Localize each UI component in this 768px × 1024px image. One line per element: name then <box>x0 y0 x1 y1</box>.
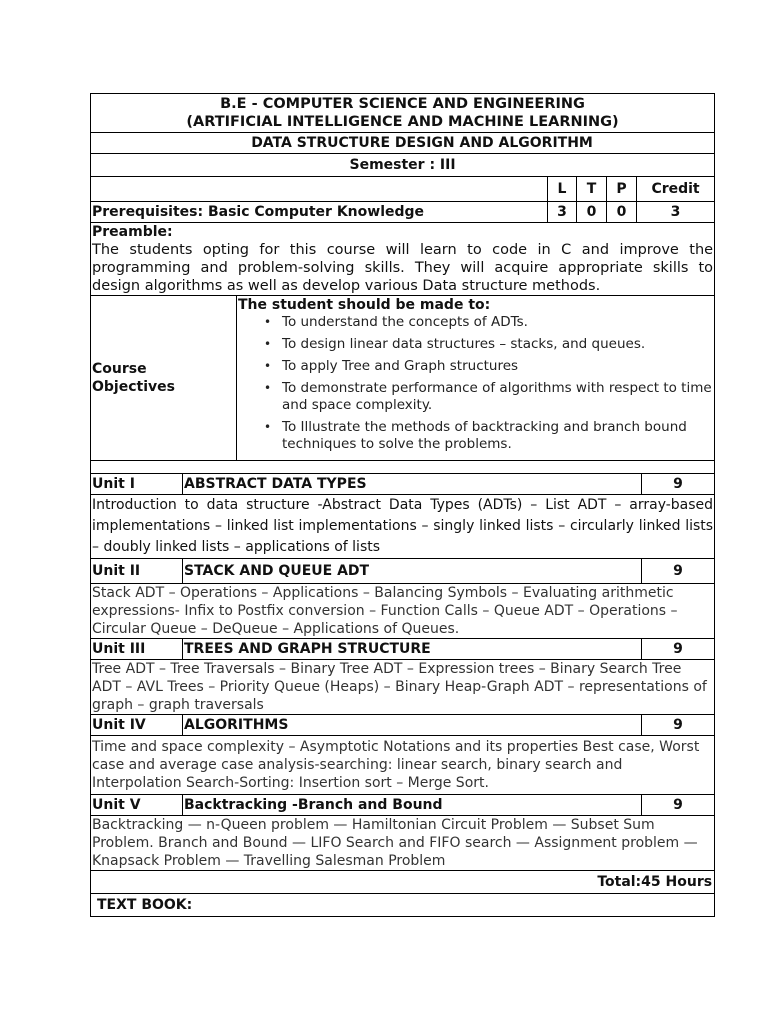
course-title-row <box>91 133 715 154</box>
ltp-header-row <box>91 177 715 202</box>
preamble-row <box>91 223 715 296</box>
ltp-value-l: 3 <box>548 202 577 223</box>
semester-row <box>91 154 715 177</box>
ltp-header-credit: Credit <box>637 177 715 202</box>
course-title: DATA STRUCTURE DESIGN AND ALGORITHM <box>91 133 715 154</box>
objectives-content <box>237 296 715 461</box>
objectives-list <box>238 314 713 453</box>
objectives-row <box>91 296 715 461</box>
list-item: • To Illustrate the methods of backtracking and branch bound techniques to solve the problems. <box>264 419 713 453</box>
preamble-label: Preamble: <box>92 224 173 240</box>
total-row <box>91 871 715 894</box>
list-item: • To understand the concepts of ADTs. <box>264 314 713 331</box>
program-title-line2: (ARTIFICIAL INTELLIGENCE AND MACHINE LEARNING) <box>186 114 619 130</box>
unit-5-label: Unit V <box>91 795 183 816</box>
unit-5-header-row <box>91 795 715 816</box>
ltp-header-l: L <box>548 177 577 202</box>
unit-3-content: Tree ADT – Tree Traversals – Binary Tree ADT – Expression trees – Binary Search Tree ADT – AVL Trees – Priority Queue (Heaps) – Binary Heap-Graph ADT – representations of graph – graph traversals <box>91 660 715 715</box>
unit-1-label: Unit I <box>91 474 183 495</box>
unit-1-header-row <box>91 474 715 495</box>
spacer-row <box>91 461 715 474</box>
unit-3-content-row <box>91 660 715 715</box>
objectives-heading: The student should be made to: <box>238 297 491 313</box>
unit-1-hours: 9 <box>642 474 715 495</box>
unit-2-header-row <box>91 559 715 584</box>
unit-4-label: Unit IV <box>91 715 183 736</box>
list-item: • To demonstrate performance of algorithms with respect to time and space complexity. <box>264 380 713 414</box>
prerequisites: Prerequisites: Basic Computer Knowledge <box>91 202 548 223</box>
unit-3-hours: 9 <box>642 639 715 660</box>
ltp-value-credit: 3 <box>637 202 715 223</box>
unit-4-hours: 9 <box>642 715 715 736</box>
program-title-line1: B.E - COMPUTER SCIENCE AND ENGINEERING <box>220 96 585 112</box>
list-item: • To apply Tree and Graph structures <box>264 358 713 375</box>
ltp-header-p: P <box>607 177 637 202</box>
objectives-label: Course Objectives <box>91 296 237 461</box>
list-item: • To design linear data structures – stacks, and queues. <box>264 336 713 353</box>
semester: Semester : III <box>91 154 715 177</box>
unit-2-label: Unit II <box>91 559 183 584</box>
unit-3-header-row <box>91 639 715 660</box>
unit-1-content-row <box>91 495 715 559</box>
unit-1-content: Introduction to data structure -Abstract Data Types (ADTs) – List ADT – array-based implementations – linked list implementations – singly linked lists – circularly linked lists – doubly linked lists – applications of lists <box>91 495 715 559</box>
unit-2-hours: 9 <box>642 559 715 584</box>
syllabus-table <box>90 93 715 917</box>
textbook-heading: TEXT BOOK: <box>91 894 715 917</box>
unit-2-content: Stack ADT – Operations – Applications – Balancing Symbols – Evaluating arithmetic expressions- Infix to Postfix conversion – Function Calls – Queue ADT – Operations – Circular Queue – DeQueue – Applications of Queues. <box>91 584 715 639</box>
ltp-value-p: 0 <box>607 202 637 223</box>
unit-5-hours: 9 <box>642 795 715 816</box>
ltp-header-t: T <box>577 177 607 202</box>
unit-5-title: Backtracking -Branch and Bound <box>183 795 642 816</box>
unit-4-content-row <box>91 736 715 795</box>
unit-4-header-row <box>91 715 715 736</box>
unit-2-content-row <box>91 584 715 639</box>
syllabus-page <box>90 93 714 917</box>
program-title-row <box>91 94 715 133</box>
textbook-row <box>91 894 715 917</box>
prerequisites-row <box>91 202 715 223</box>
unit-3-label: Unit III <box>91 639 183 660</box>
total-hours: Total:45 Hours <box>91 871 715 894</box>
unit-4-title: ALGORITHMS <box>183 715 642 736</box>
unit-5-content: Backtracking — n-Queen problem — Hamiltonian Circuit Problem — Subset Sum Problem. Branch and Bound — LIFO Search and FIFO search — Assignment problem — Knapsack Problem — Travelling Salesman Problem <box>91 816 715 871</box>
unit-2-title: STACK AND QUEUE ADT <box>183 559 642 584</box>
unit-5-content-row <box>91 816 715 871</box>
unit-3-title: TREES AND GRAPH STRUCTURE <box>183 639 642 660</box>
ltp-value-t: 0 <box>577 202 607 223</box>
preamble-text: The students opting for this course will learn to code in C and improve the programming and problem-solving skills. They will acquire appropriate skills to design algorithms as well as develop various Data structure methods. <box>92 242 714 294</box>
unit-4-content: Time and space complexity – Asymptotic Notations and its properties Best case, Worst case and average case analysis-searching: linear search, binary search and Interpolation Search-Sorting: Insertion sort – Merge Sort. <box>91 736 715 795</box>
unit-1-title: ABSTRACT DATA TYPES <box>183 474 642 495</box>
